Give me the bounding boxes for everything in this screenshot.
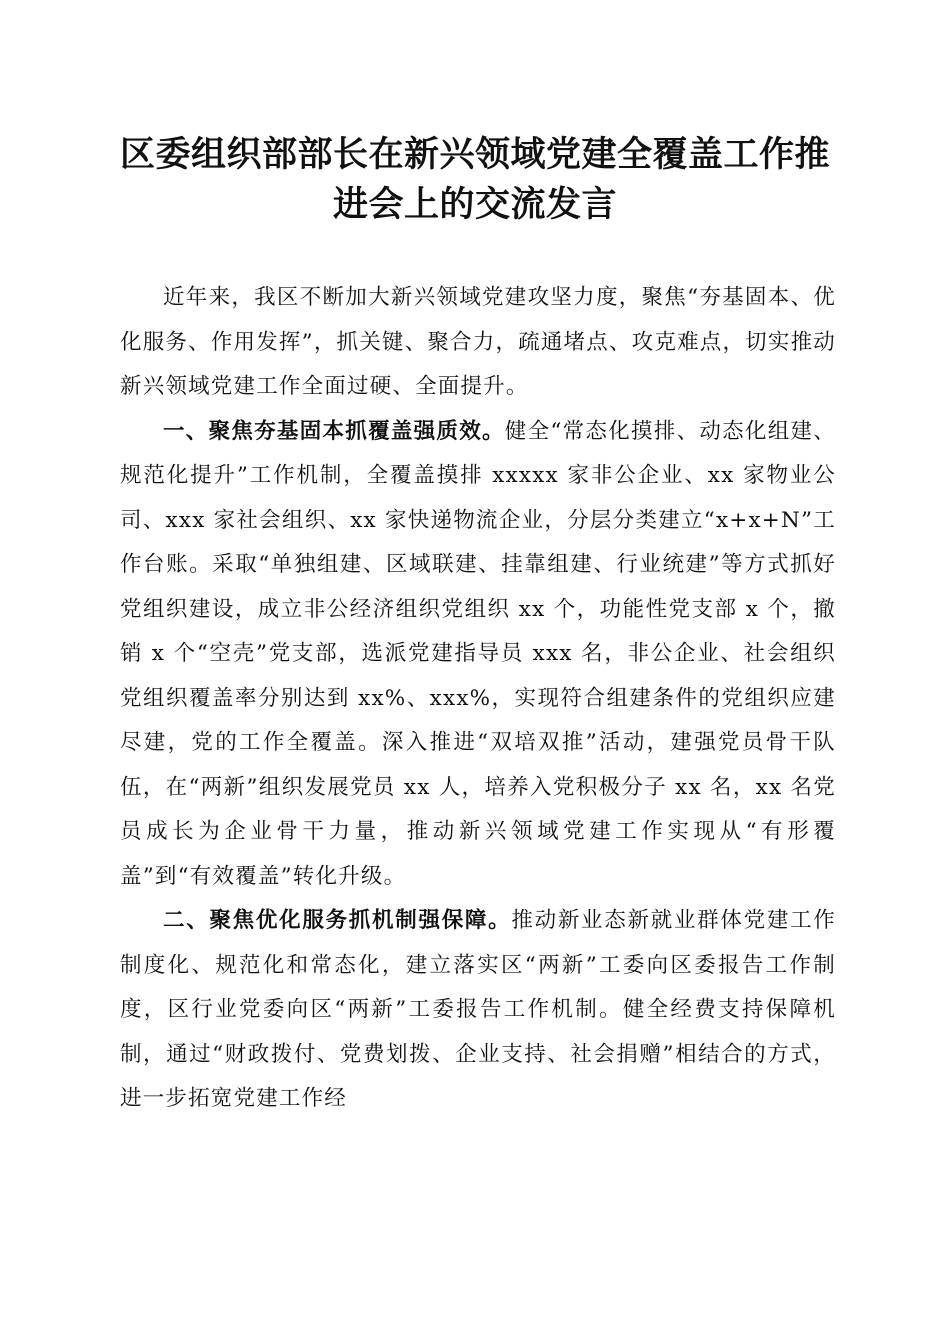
paragraph-section-2 <box>120 899 836 1122</box>
title-line-1: 区委组织部部长在新兴领域党建全覆盖工作推 <box>119 134 830 175</box>
paragraph-text: 推动新业态新就业群体党建工作制度化、规范化和常态化，建立落实区“两新”工委向区委报告工作制度，区行业党委向区“两新”工委报告工作机制。健全经费支持保障机制，通过“财政拨付、党费划拨、企业支持、社会捐赠”相结合的方式，进一步拓宽党建工作经 <box>120 908 836 1111</box>
paragraph-section-1 <box>120 410 836 900</box>
paragraph-intro <box>120 276 836 410</box>
paragraph-text: 近年来，我区不断加大新兴领域党建攻坚力度，聚焦“夯基固本、优化服务、作用发挥”，抓关键、聚合力，疏通堵点、攻克难点，切实推动新兴领域党建工作全面过硬、全面提升。 <box>120 285 836 399</box>
document-body <box>120 276 836 1122</box>
section-2-heading: 二、聚焦优化服务抓机制强保障。 <box>163 908 512 933</box>
paragraph-text: 健全“常态化摸排、动态化组建、规范化提升”工作机制，全覆盖摸排 xxxxx 家非公企业、xx 家物业公司、xxx 家社会组织、xx 家快递物流企业，分层分类建立“x+x+N”工作台账。采取“单独组建、区域联建、挂靠组建、行业统建”等方式抓好党组织建设，成立非公经济组织党组织 xx 个，功能性党支部 x 个，撤销 x 个“空壳”党支部，选派党建指导员 xxx 名，非公企业、社会组织党组织覆盖率分别达到 xx%、xxx%，实现符合组建条件的党组织应建尽建，党的工作全覆盖。深入推进“双培双推”活动，建强党员骨干队伍，在“两新”组织发展党员 xx 人，培养入党积极分子 xx 名，xx 名党员成长为企业骨干力量，推动新兴领域党建工作实现从“有形覆盖”到“有效覆盖”转化升级。 <box>120 418 836 889</box>
section-1-heading: 一、聚焦夯基固本抓覆盖强质效。 <box>163 418 505 444</box>
title-line-2: 进会上的交流发言 <box>332 184 617 225</box>
document-title <box>110 130 840 230</box>
